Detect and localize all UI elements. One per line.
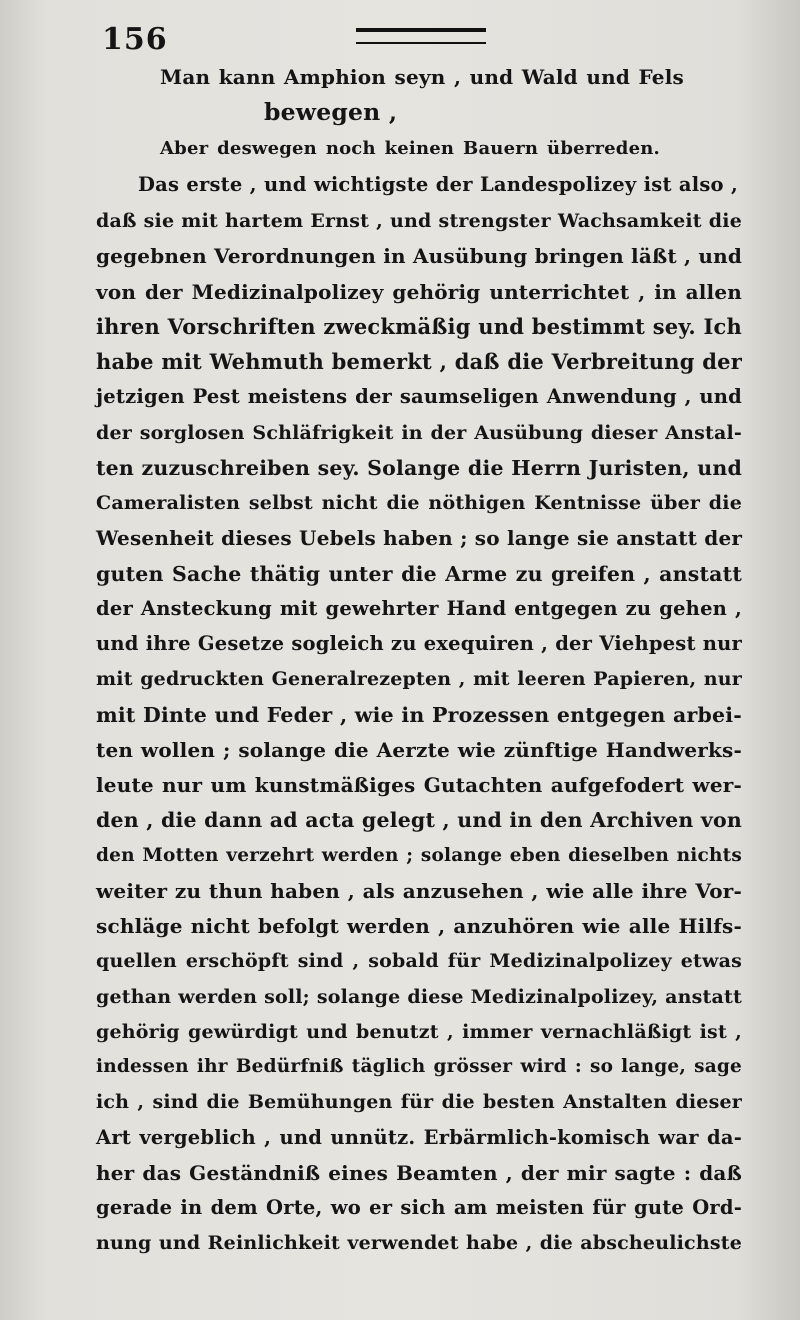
text-line: leute nur um kunstmäßiges Gutachten aufgefodert wer- [96, 773, 742, 797]
text-line: gethan werden soll; solange diese Medizinalpolizey, anstatt [96, 986, 742, 1008]
text-line: guten Sache thätig unter die Arme zu greifen , anstatt [96, 562, 742, 586]
text-line: habe mit Wehmuth bemerkt , daß die Verbreitung der [96, 349, 742, 374]
text-line: jetzigen Pest meistens der saumseligen Anwendung , und [96, 385, 742, 408]
text-line: der Ansteckung mit gewehrter Hand entgegen zu gehen , [96, 597, 742, 620]
text-line: der sorglosen Schläfrigkeit in der Ausübung dieser Anstal- [96, 422, 742, 444]
text-line: den , die dann ad acta gelegt , und in den Archiven von [96, 808, 742, 832]
text-line: mit gedruckten Generalrezepten , mit leeren Papieren, nur [96, 668, 742, 690]
text-line: ich , sind die Bemühungen für die besten Anstalten dieser [96, 1091, 742, 1113]
text-line: schläge nicht befolgt werden , anzuhören wie alle Hilfs- [96, 914, 742, 938]
verse-line: bewegen , [264, 98, 398, 126]
verse-line: Aber deswegen noch keinen Bauern überreden. [160, 138, 660, 159]
page-number: 156 [102, 22, 168, 57]
text-line: Cameralisten selbst nicht die nöthigen Kentnisse über die [96, 492, 742, 514]
text-line: von der Medizinalpolizey gehörig unterrichtet , in allen [96, 280, 742, 304]
text-line: mit Dinte und Feder , wie in Prozessen entgegen arbei- [96, 703, 742, 727]
text-line: gehörig gewürdigt und benutzt , immer vernachläßigt ist , [96, 1021, 742, 1043]
text-line: her das Geständniß eines Beamten , der mir sagte : daß [96, 1161, 742, 1185]
text-line: daß sie mit hartem Ernst , und strengster Wachsamkeit die [96, 210, 742, 232]
text-line: ten zuzuschreiben sey. Solange die Herrn Juristen, und [96, 456, 742, 480]
text-line: und ihre Gesetze sogleich zu exequiren , der Viehpest nur [96, 632, 742, 655]
text-line: Art vergeblich , und unnütz. Erbärmlich-komisch war da- [96, 1126, 742, 1149]
text-line: gegebnen Verordnungen in Ausübung bringen läßt , und [96, 244, 743, 268]
text-line: gerade in dem Orte, wo er sich am meisten für gute Ord- [96, 1196, 742, 1219]
verse-line: Man kann Amphion seyn , und Wald und Fels [160, 65, 684, 89]
text-line: indessen ihr Bedürfniß täglich grösser wird : so lange, sage [96, 1056, 742, 1077]
text-line: Wesenheit dieses Uebels haben ; so lange sie anstatt der [96, 526, 743, 550]
text-line: ten wollen ; solange die Aerzte wie zünftige Handwerks- [96, 738, 742, 762]
text-line: nung und Reinlichkeit verwendet habe , die abscheulichste [96, 1232, 742, 1254]
text-line: den Motten verzehrt werden ; solange eben dieselben nichts [96, 845, 742, 866]
header-rule [356, 28, 486, 44]
text-line: ihren Vorschriften zweckmäßig und bestimmt sey. Ich [96, 314, 742, 339]
text-line: weiter zu thun haben , als anzusehen , wie alle ihre Vor- [96, 879, 742, 903]
text-line: quellen erschöpft sind , sobald für Medizinalpolizey etwas [96, 950, 742, 972]
text-line: Das erste , und wichtigste der Landespolizey ist also , [138, 173, 738, 196]
